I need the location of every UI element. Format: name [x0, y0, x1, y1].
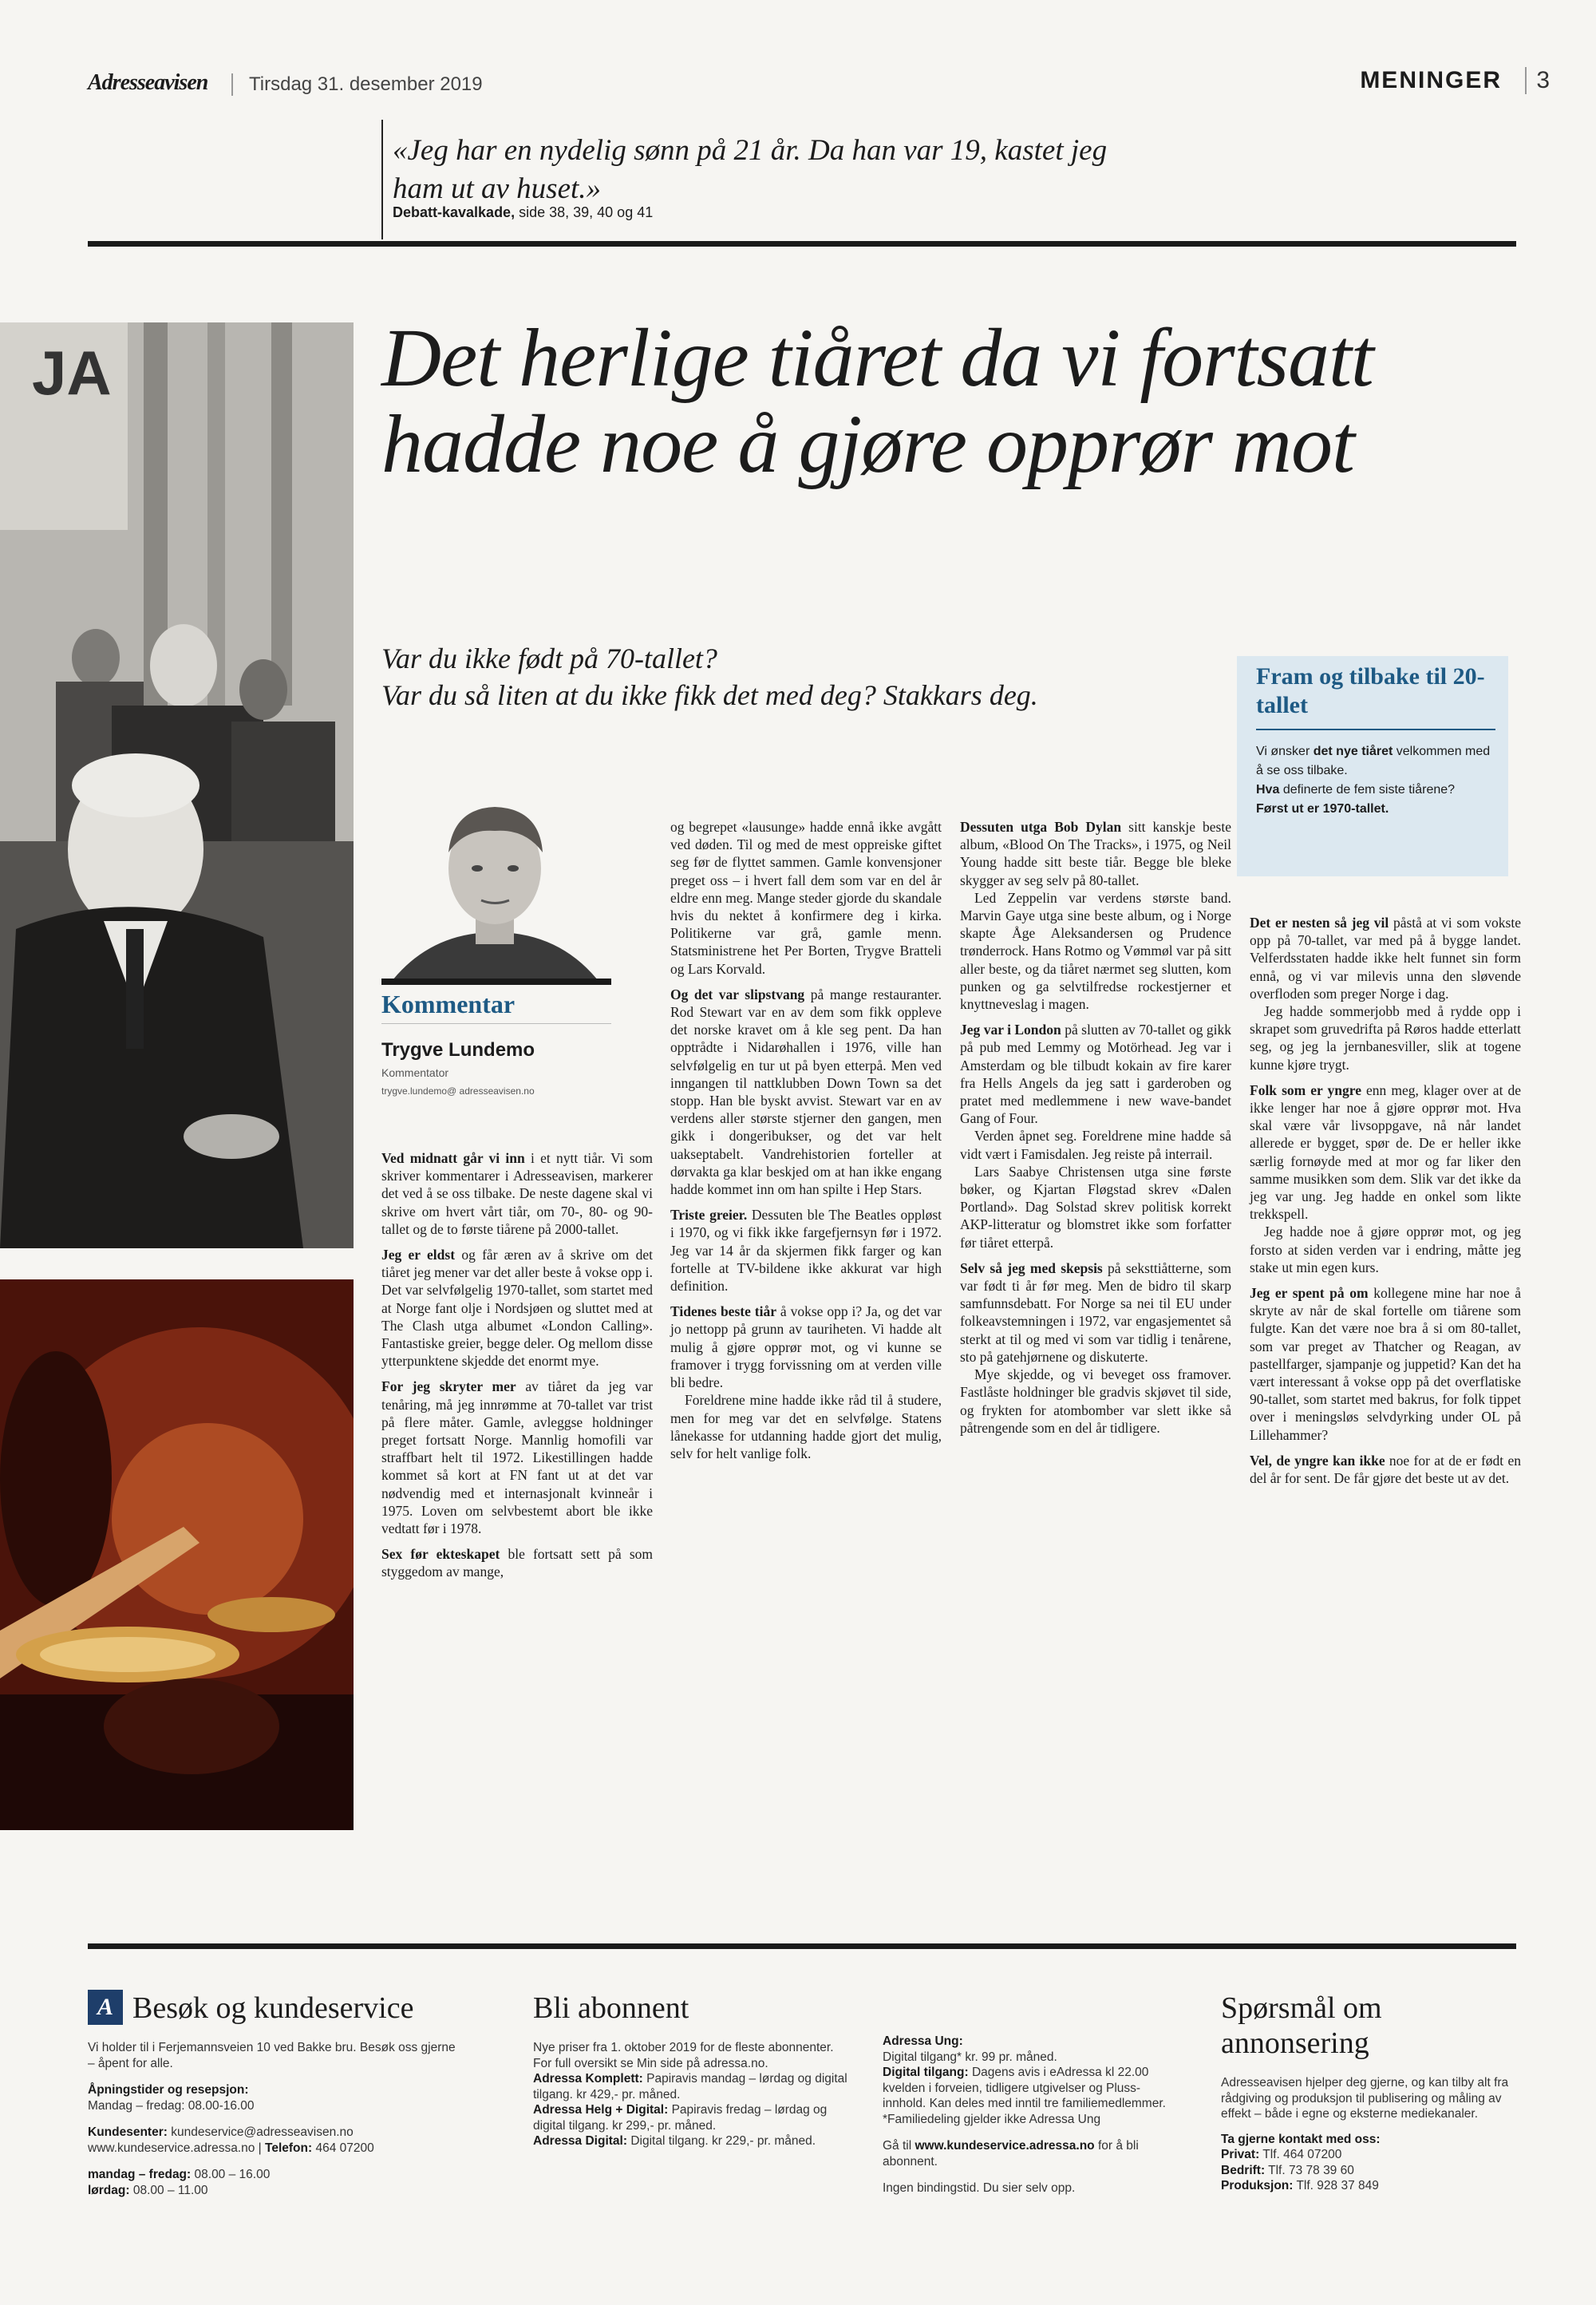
- paragraph-lead: Jeg er eldst: [381, 1247, 456, 1263]
- paragraph-text: sitt kanskje beste album, «Blood On The Tracks», i 1975, og Neil Young hadde sitt beste tiår. Begge ble bleke skygger av seg selv på 80-tallet.: [960, 819, 1231, 888]
- paragraph-lead: Folk som er yngre: [1250, 1081, 1361, 1098]
- footer-subscribe-block-2: [883, 2034, 1170, 2196]
- factbox-line-3-bold: Først ut er 1970-tallet.: [1256, 802, 1389, 816]
- paragraph-text: på mange restauranter. Rod Stewart var en av dem som fikk oppleve det norske kravet om å kle seg pent. Da han opptrådte i Nidarøhallen i 1976, ville han selvfølgelig en tur ut på byen etterpå. Men ved inngangen til nattklubben Down Town sa det stopp. Han ble byskt avvist. Stewart var en av verdens aller største stjerner den gangen, men gikk i dongeribukser, og det var helt uakseptabelt. Vandrehistorien forteller at dørvakta ga klar beskjed om at han ikke engang hadde kommet inn om han spilte i Hep Stars.: [670, 986, 942, 1198]
- footer-note: *Familiedeling gjelder ikke Adressa Ung: [883, 2112, 1101, 2126]
- footer-digital: Digital tilgang. kr 229,- pr. måned.: [630, 2134, 816, 2148]
- paragraph-text: Foreldrene mine hadde ikke råd til å studere, men for meg var det en selvfølge. Statens lånekasse for utdanning hadde gjort det mulig, selv for helt vanlige folk.: [670, 1392, 942, 1461]
- section-label: MENINGER: [1360, 67, 1502, 93]
- paragraph-lead: Og det var slipstvang: [670, 986, 805, 1002]
- footer-visit-block: [88, 2040, 463, 2198]
- paragraph: [381, 1545, 653, 1580]
- factbox-title: Fram og tilbake til 20-tallet: [1256, 663, 1485, 718]
- issue-date: Tirsdag 31. desember 2019: [231, 73, 483, 96]
- factbox-line-1-pre: Vi ønsker: [1256, 745, 1310, 758]
- paragraph: [960, 1163, 1231, 1251]
- footer-subscribe-intro: Nye priser fra 1. oktober 2019 for de fleste abonnenter. For full oversikt se Min side på adressa.no.: [533, 2041, 834, 2070]
- paragraph-text: og får æren av å skrive om det tiåret jeg mener var det aller beste å vokse opp i. Det var selvfølgelig 1970-tallet, som startet med at Norge fant olje i Nordsjøen og sluttet med at The Clash utga albumet «London Calling». Fantastiske greier, begge deler. Og mellom disse ytterpunktene skjedde det enormt mye.: [381, 1247, 653, 1370]
- author-rule-heavy: [381, 979, 611, 985]
- factbox-line-2: [1256, 781, 1495, 800]
- paragraph: [960, 889, 1231, 1013]
- paragraph-text: på seksttiåtterne, som var født ti år før meg. Men de bidro til skarp samfunnsdebatt. For Norge sa nei til EU under folkeavstemningen i 1972, var engasjementet så sterkt at til og med vi som var tidlig i tenårene, sto på gatehjørnene og diskuterte.: [960, 1259, 1231, 1365]
- footer-dtil: Dagens avis i eAdressa kl 22.00 kvelden i forveien, tidligere utgivelser og Pluss-innhold. Kan deles med inntil tre familiemedlemmer.: [883, 2066, 1166, 2110]
- paragraph-text: Lars Saabye Christensen utga sine første bøker, og Kjartan Fløgstad skrev «Dalen Portland». Dag Solstad skrev politisk korrekt AKP-litteratur og blomstret ikke som forfatter før tiåret etterpå.: [960, 1163, 1231, 1251]
- paragraph-text: på slutten av 70-tallet og gikk på pub med Lemmy og Motörhead. Jeg var i Amsterdam og ble tilbudt kokain av fire karer fra Hells Angels da jeg satt i garderoben og pratet med medlemmene i new wave-bandet Gang of Four.: [960, 1022, 1232, 1127]
- headline: Det herlige tiåret da vi fortsatt hadde noe å gjøre opprør mot: [381, 312, 1373, 490]
- paragraph: [1250, 1284, 1521, 1444]
- ingress-line-1: Var du ikke født på 70-tallet?: [381, 642, 717, 674]
- paragraph-text: å vokse opp i? Ja, og det var jo nettopp på grunn av tauriheten. Vi hadde alt mulig å gjøre opprør mot, og vi kunne se framover i trygg forvissning om at verden ville bli bedre.: [670, 1303, 942, 1391]
- footer-subscribe-title: Bli abonnent: [533, 1991, 689, 2025]
- paragraph: [670, 818, 942, 978]
- footer-privat-label: Privat:: [1221, 2148, 1260, 2161]
- body-column-3: [960, 818, 1231, 1437]
- paragraph: [960, 1366, 1231, 1437]
- paragraph: [960, 1259, 1231, 1366]
- footer-helg-label: Adressa Helg + Digital:: [533, 2103, 669, 2117]
- factbox-line-1: [1256, 742, 1495, 781]
- factbox-line-2-bold: Hva: [1256, 783, 1280, 797]
- footer-nobind: Ingen bindingstid. Du sier selv opp.: [883, 2181, 1076, 2195]
- paragraph: [960, 818, 1231, 889]
- quote-divider: [381, 120, 383, 239]
- footer-bedrift: Tlf. 73 78 39 60: [1268, 2163, 1354, 2177]
- pull-quote-source: [393, 204, 653, 221]
- paragraph: [960, 1021, 1231, 1127]
- page-number: 3: [1525, 67, 1550, 94]
- paragraph-text: Mye skjedde, og vi beveget oss framover. Fastlåste holdninger ble gradvis skjøvet til side, og frykten for atombomber var slett ikke så påtrengende som en del år tidligere.: [960, 1366, 1231, 1436]
- top-rule: [88, 241, 1516, 247]
- paragraph-text: Dessuten ble The Beatles oppløst i 1970, og vi fikk ikke fargefjernsyn før i 1972. Jeg var 14 år da skjermen fikk farger og kan fortelle at TV-bildene ikke akkurat var high definition.: [670, 1207, 942, 1295]
- footer-dtil-label: Digital tilgang:: [883, 2066, 969, 2079]
- paragraph-lead: Jeg var i London: [960, 1022, 1061, 1038]
- paragraph-lead: Ved midnatt går vi inn: [381, 1150, 525, 1166]
- footer-goto-post: for å bli abonnent.: [883, 2139, 1139, 2169]
- paragraph: [670, 1303, 942, 1391]
- paragraph: [1250, 1002, 1521, 1073]
- paragraph: [1250, 914, 1521, 1002]
- photo-sign-ja: JA: [32, 338, 112, 408]
- paragraph: [381, 1246, 653, 1370]
- paragraph-text: ble fortsatt sett på som styggedom av mange,: [381, 1546, 653, 1580]
- paragraph: [1250, 1223, 1521, 1276]
- body-column-4: [1250, 914, 1521, 1487]
- kicker-kommentar: Kommentar: [381, 990, 516, 1018]
- paragraph-text: påstå at vi som vokste opp på 70-tallet, var med på å bygge landet. Velferdsstaten hadde ikke helt funnet sin form ennå, og vi var milevis unna den sløvende overfloden som preger Norge i dag.: [1250, 915, 1522, 1002]
- footer-helg: Papiravis fredag – lørdag og digital tilgang. kr 299,- pr. måned.: [533, 2103, 828, 2133]
- paragraph-lead: For jeg skryter mer: [381, 1378, 516, 1395]
- factbox-line-2-post: definerte de fem siste tiårene?: [1282, 783, 1456, 797]
- footer-ung: Digital tilgang* kr. 99 pr. måned.: [883, 2050, 1057, 2064]
- paragraph: [1250, 1081, 1521, 1224]
- paragraph: [670, 1391, 942, 1462]
- paragraph-lead: Vel, de yngre kan ikke: [1250, 1452, 1385, 1469]
- adressa-logo-icon: A: [88, 1990, 123, 2025]
- paragraph-text: av tiåret da jeg var tenåring, må jeg innrømme at 70-tallet var trist på flere måter. Gamle, avleggse holdninger preget fortsatt Norge. Mannlig homofili var straffbart helt til 1972. Likestillingen hadde kommet så kort at FN fant ut at det var nødvendig med et internasjonalt kvinneår i 1975. Loven om selvbestemt abort ble ikke vedtatt før i 1978.: [381, 1378, 653, 1537]
- photo-concert-illustration: [0, 1279, 354, 1830]
- author-rule-thin: [381, 1023, 611, 1024]
- footer-tlf: 464 07200: [315, 2141, 374, 2155]
- author-portrait: [381, 785, 609, 984]
- footer-prod-label: Produksjon:: [1221, 2179, 1294, 2192]
- photo-rock-concert: [0, 1279, 354, 1830]
- paragraph: [670, 1206, 942, 1295]
- footer-visit-title: Besøk og kundeservice: [132, 1991, 414, 2025]
- footer-saturday-hours: 08.00 – 11.00: [132, 2183, 208, 2197]
- photo-politician-illustration: [0, 322, 354, 1248]
- footer-bedrift-label: Bedrift:: [1221, 2163, 1266, 2177]
- paragraph-text: kollegene mine har noe å skryte av når de skal fortelle om tiårene som fulgte. Kan det være noe bra å si om 80-tallet, som var preget av Thatcher og Reagan, av pastellfarger, sjampanje og juppetid? Kan det ha vært interessant å vokse opp på det overflatiske 90-tallet, som startet med bakrus, for folk tippet over i meningsløs selvdyrking under OL på Lillehammer?: [1250, 1285, 1521, 1443]
- footer-prod: Tlf. 928 37 849: [1296, 2179, 1379, 2192]
- footer-ads-text: Adresseavisen hjelper deg gjerne, og kan tilby alt fra rådgiving og produksjon til publisering og måling av effekt – både i egne og eksterne mediekanaler.: [1221, 2076, 1509, 2121]
- ingress: [381, 640, 1219, 714]
- footer-digital-label: Adressa Digital:: [533, 2134, 628, 2148]
- footer-subscribe-block-1: [533, 2040, 852, 2149]
- photo-politician-archive: [0, 322, 354, 1248]
- footer-saturday-label: lørdag:: [88, 2183, 130, 2197]
- footer-privat: Tlf. 464 07200: [1262, 2148, 1342, 2161]
- paragraph-text: enn meg, klager over at de ikke lenger har noe å gjøre opprør mot. Hva skal være vår livsoppgave, nå når landet allerede er bygget, spør de. De er heller ikke særlig fornøyde med at mor og far liker den samme musikken som dem. Slik var det ikke da jeg var ung. Jeg hadde en onkel som likte trekkspell.: [1250, 1081, 1521, 1223]
- paragraph-lead: Triste greier.: [670, 1207, 748, 1224]
- paragraph-text: i et nytt tiår. Vi som skriver kommentarer i Adresseavisen, markerer det ved å se oss tilbake. De neste dagene skal vi skrive om hvert vårt tiår, om 70-, 80- og 90-tallet og de to første tiårene på 2000-tallet.: [381, 1150, 654, 1237]
- footer-kunde-email[interactable]: kundeservice@adresseavisen.no: [171, 2125, 354, 2139]
- factbox-rule: [1256, 729, 1495, 730]
- newspaper-logo: Adresseavisen: [88, 70, 208, 95]
- paragraph: [960, 1127, 1231, 1162]
- footer-komplett: Papiravis mandag – lørdag og digital tilgang. kr 429,- pr. måned.: [533, 2072, 847, 2101]
- paragraph-lead: Det er nesten så jeg vil: [1250, 915, 1389, 931]
- footer-kunde-label: Kundesenter:: [88, 2125, 168, 2139]
- footer-ung-label: Adressa Ung:: [883, 2034, 963, 2048]
- paragraph-lead: Jeg er spent på om: [1250, 1285, 1369, 1302]
- footer-rule: [88, 1943, 1516, 1949]
- body-column-1: [381, 1149, 653, 1581]
- author-portrait-illustration: [381, 785, 609, 984]
- paragraph-text: noe for at de er født en del år for sent. De får gjøre det beste ut av det.: [1250, 1452, 1521, 1487]
- paragraph-lead: Tidenes beste tiår: [670, 1303, 776, 1320]
- factbox-line-1-bold: det nye tiåret: [1313, 745, 1393, 758]
- pull-quote-source-label: Debatt-kavalkade,: [393, 204, 516, 220]
- footer-hours: Mandag – fredag: 08.00-16.00: [88, 2098, 255, 2113]
- body-column-2: [670, 818, 942, 1462]
- author-name: Trygve Lundemo: [381, 1039, 535, 1061]
- footer-komplett-label: Adressa Komplett:: [533, 2072, 643, 2086]
- paragraph-lead: Selv så jeg med skepsis: [960, 1259, 1103, 1276]
- footer-goto-url[interactable]: www.kundeservice.adressa.no: [915, 2139, 1095, 2153]
- paragraph-text: og begrepet «lausunge» hadde ennå ikke avgått ved døden. Til og med de mest oppreiske giftet seg før de flyttet sammen. Gamle konvensjoner preget oss – i hvert fall dem som var en del år eldre enn meg. Mange steder gjorde du skandale hvis du nektet å konfirmere deg i kirka. Politikerne var grå, gamle menn. Statsministrene het Per Borten, Trygve Bratteli og Lars Korvald.: [670, 819, 942, 977]
- footer-goto-pre: Gå til: [883, 2139, 912, 2153]
- pull-quote-source-pages: side 38, 39, 40 og 41: [519, 204, 654, 220]
- paragraph: [381, 1149, 653, 1238]
- author-role: Kommentator: [381, 1066, 449, 1079]
- paragraph-lead: Dessuten utga Bob Dylan: [960, 819, 1122, 835]
- paragraph: [670, 986, 942, 1198]
- footer-visit-text: Vi holder til i Ferjemannsveien 10 ved Bakke bru. Besøk oss gjerne – åpent for alle.: [88, 2041, 456, 2070]
- paragraph-text: Jeg hadde noe å gjøre opprør mot, og jeg forsto at siden verden var i endring, måtte jeg stake ut min egen kurs.: [1250, 1224, 1521, 1275]
- paragraph: [1250, 1452, 1521, 1487]
- footer-hours-label: Åpningstider og resepsjon:: [88, 2083, 249, 2097]
- factbox-body: [1256, 742, 1495, 819]
- paragraph-text: Verden åpnet seg. Foreldrene mine hadde så vidt vært i Famisdalen. Jeg reiste på interrail.: [960, 1128, 1231, 1162]
- footer-ads-contact-label: Ta gjerne kontakt med oss:: [1221, 2132, 1381, 2146]
- footer-weekday-hours: 08.00 – 16.00: [194, 2168, 271, 2181]
- paragraph-text: Jeg hadde sommerjobb med å rydde opp i skrapet som gruvedrifta på Røros hadde etterlatt seg, og jeg la jernbanesviller, slik at togene kunne kjøre trygt.: [1250, 1003, 1521, 1073]
- factbox-line-3: [1256, 800, 1495, 819]
- paragraph: [381, 1378, 653, 1537]
- author-email: trygve.lundemo@ adresseavisen.no: [381, 1085, 535, 1097]
- factbox-line-1-post: velkommen med å se oss tilbake.: [1256, 745, 1491, 777]
- footer-tlf-label: Telefon:: [265, 2141, 313, 2155]
- paragraph-text: Led Zeppelin var verdens største band. Marvin Gaye utga sine beste album, og i Norge skapte Åge Aleksandersen og Prudence trønderrock. Hans Rotmo og Vømmøl var på sitt aller beste, og da tiåret nærmet seg slutten, kom punken og ga selvtilfredse rockestjerner et knyttneveslag i magen.: [960, 889, 1231, 1013]
- ingress-line-2: Var du så liten at du ikke fikk det med deg? Stakkars deg.: [381, 679, 1038, 711]
- footer-ads-block: [1221, 2075, 1524, 2194]
- footer-kunde-web[interactable]: www.kundeservice.adressa.no |: [88, 2141, 262, 2155]
- paragraph-lead: Sex før ekteskapet: [381, 1546, 500, 1563]
- footer-weekday-label: mandag – fredag:: [88, 2168, 192, 2181]
- pull-quote: «Jeg har en nydelig sønn på 21 år. Da han var 19, kastet jeg ham ut av huset.»: [393, 134, 1108, 205]
- footer-ads-title: Spørsmål om annonsering: [1221, 1991, 1382, 2060]
